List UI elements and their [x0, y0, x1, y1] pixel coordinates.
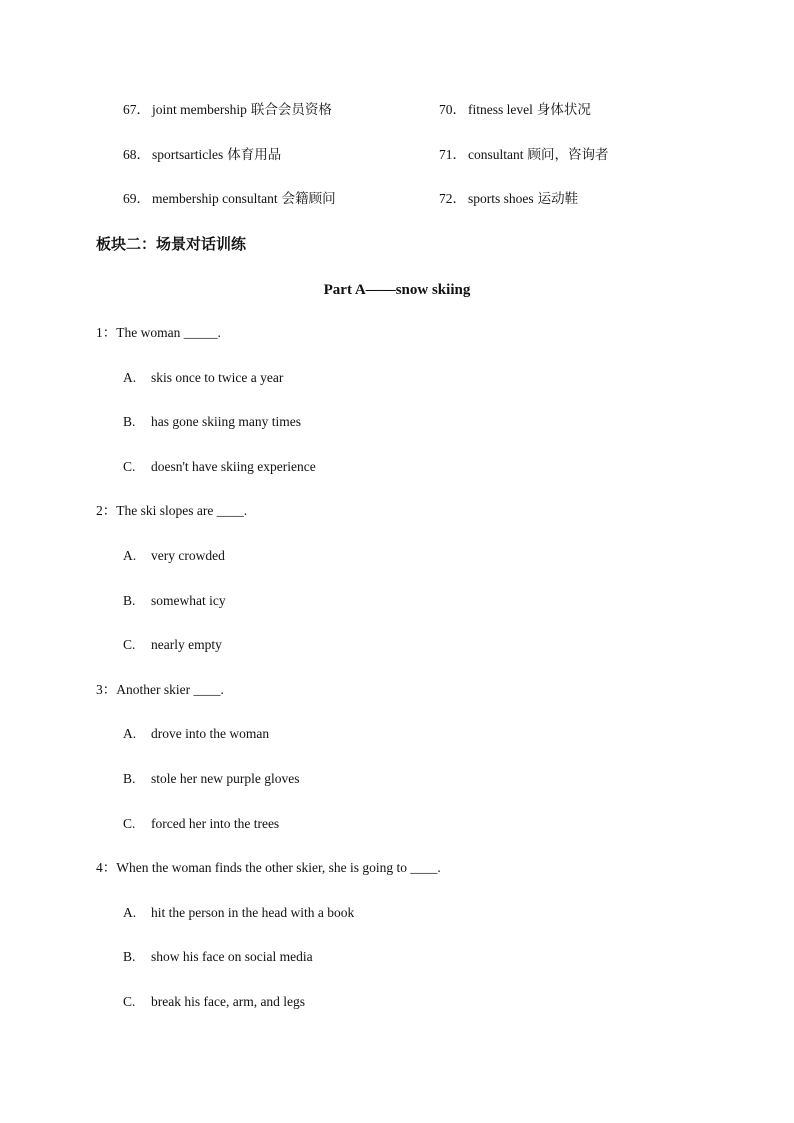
vocab-chinese: 联合会员资格 [250, 102, 332, 118]
option-letter: B. [123, 770, 136, 786]
vocab-chinese: 身体状况 [536, 102, 591, 118]
option-letter: C. [123, 993, 136, 1009]
vocab-english: sports shoes [468, 191, 534, 206]
vocab-number: 68． [123, 146, 150, 162]
option-text: skis once to twice a year [151, 369, 284, 385]
option-letter: A. [123, 726, 137, 742]
vocab-item [123, 100, 332, 120]
answer-option [96, 903, 716, 948]
vocab-number: 70． [439, 102, 466, 117]
option-text: forced her into the trees [151, 815, 280, 831]
vocab-number: 67． [123, 102, 150, 117]
answer-option [96, 591, 716, 636]
answer-option [96, 412, 716, 457]
vocab-number: 71． [439, 146, 466, 162]
answer-option [96, 769, 716, 814]
answer-option [96, 724, 716, 769]
option-text: stole her new purple gloves [151, 770, 300, 786]
answer-option [96, 635, 716, 680]
vocab-number: 72． [439, 191, 466, 206]
vocab-row [123, 189, 683, 234]
answer-option [96, 992, 716, 1037]
option-letter: B. [123, 592, 136, 608]
vocab-chinese: 运动鞋 [537, 191, 579, 207]
vocab-english: consultant [468, 146, 524, 162]
vocab-english: fitness level [468, 102, 533, 117]
question-stem: 4：When the woman finds the other skier, she is going to ____. [96, 860, 441, 876]
option-text: drove into the woman [151, 726, 270, 742]
option-letter: C. [123, 815, 136, 831]
option-text: very crowded [151, 547, 225, 563]
vocab-chinese: 会籍顾问 [281, 191, 336, 207]
vocab-chinese: 体育用品 [227, 146, 282, 163]
question-stem: 3：Another skier ____. [96, 681, 224, 697]
option-text: hit the person in the head with a book [151, 904, 355, 920]
vocab-item [123, 189, 336, 209]
answer-option [96, 368, 716, 413]
answer-option [96, 814, 716, 859]
question-stem: 2：The ski slopes are ____. [96, 503, 248, 519]
vocab-chinese: 顾问，咨询者 [527, 146, 609, 163]
section-heading: 板块二：场景对话训练 [96, 235, 247, 253]
option-letter: A. [123, 547, 137, 563]
option-text: somewhat icy [151, 592, 226, 608]
vocab-row [123, 100, 683, 145]
vocab-row [123, 145, 683, 190]
option-text: show his face on social media [151, 949, 313, 965]
option-letter: C. [123, 458, 136, 474]
vocab-item [439, 145, 609, 165]
question-stem: 1：The woman _____. [96, 325, 221, 340]
option-letter: B. [123, 949, 136, 965]
vocab-english: joint membership [152, 102, 247, 117]
vocab-english: sportsarticles [152, 146, 224, 162]
question-list [96, 323, 716, 1037]
answer-option [96, 457, 716, 502]
vocab-english: membership consultant [152, 191, 278, 206]
vocab-item [439, 100, 591, 120]
option-letter: A. [123, 369, 137, 385]
vocab-item [439, 189, 578, 209]
vocab-item [123, 145, 281, 165]
answer-option [96, 546, 716, 591]
option-text: doesn't have skiing experience [151, 458, 316, 474]
option-text: has gone skiing many times [151, 414, 301, 430]
option-letter: B. [123, 414, 136, 430]
vocabulary-list [123, 100, 683, 234]
option-text: nearly empty [151, 637, 222, 653]
answer-option [96, 947, 716, 992]
part-title: Part A——snow skiing [323, 282, 471, 298]
vocab-number: 69． [123, 191, 150, 206]
option-text: break his face, arm, and legs [151, 993, 306, 1009]
option-letter: A. [123, 904, 137, 920]
option-letter: C. [123, 637, 136, 653]
